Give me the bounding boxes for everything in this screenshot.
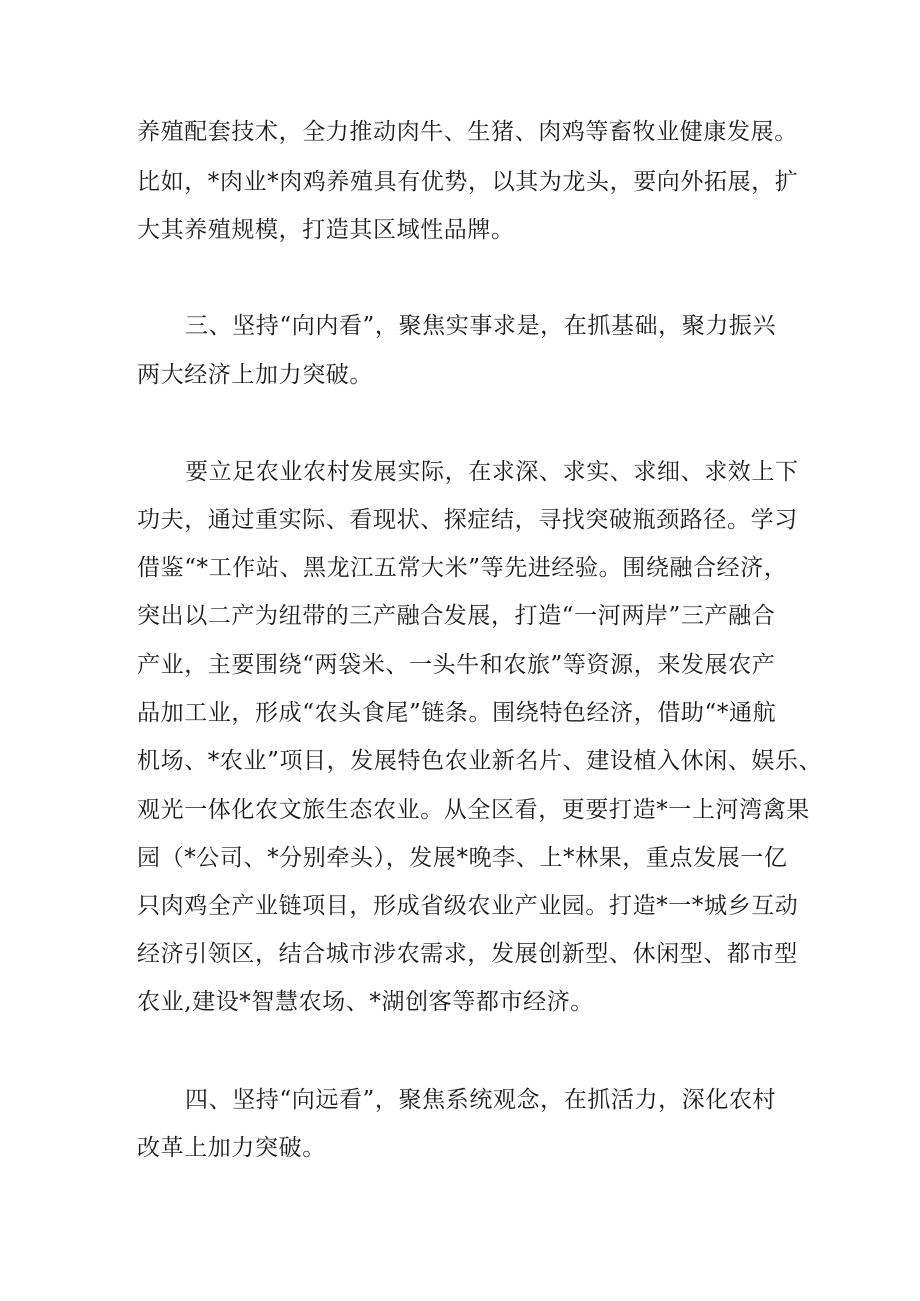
paragraph-2-line-5: 产业，主要围绕“两袋米、一头牛和农旅”等资源，来发展农产 xyxy=(137,652,776,678)
paragraph-2-line-7: 机场、*农业”项目，发展特色农业新名片、建设植入休闲、娱乐、 xyxy=(137,748,823,774)
section-3-heading-line-1: 三、坚持“向内看”，聚焦实事求是，在抓基础，聚力振兴 xyxy=(185,313,777,339)
paragraph-2-line-6: 品加工业，形成“农头食尾”链条。围绕特色经济，借助“*通航 xyxy=(137,700,777,726)
paragraph-2-line-4: 突出以二产为纽带的三产融合发展，打造“一河两岸”三产融合 xyxy=(137,603,776,629)
paragraph-2-line-10: 只肉鸡全产业链项目，形成省级农业产业园。打造*一*城乡互动 xyxy=(137,893,799,919)
section-3-heading-line-2: 两大经济上加力突破。 xyxy=(137,362,373,388)
section-4-heading-line-1: 四、坚持“向远看”，聚焦系统观念，在抓活力，深化农村 xyxy=(185,1087,777,1113)
paragraph-2-line-3: 借鉴“*工作站、黑龙江五常大米”等先进经验。围绕融合经济， xyxy=(137,555,788,581)
paragraph-2-line-9: 园（*公司、*分别牵头），发展*晚李、上*林果，重点发展一亿 xyxy=(137,845,788,871)
paragraph-2-line-2: 功夫，通过重实际、看现状、探症结，寻找突破瓶颈路径。学习 xyxy=(137,507,798,533)
paragraph-1-line-2: 比如，*肉业*肉鸡养殖具有优势，以其为龙头，要向外拓展，扩 xyxy=(137,169,799,195)
paragraph-2-line-1: 要立足农业农村发展实际，在求深、求实、求细、求效上下 xyxy=(185,459,799,485)
paragraph-2-line-11: 经济引领区，结合城市涉农需求，发展创新型、休闲型、都市型 xyxy=(137,941,798,967)
paragraph-2-line-12: 农业,建设*智慧农场、*湖创客等都市经济。 xyxy=(137,989,594,1015)
paragraph-1-line-3: 大其养殖规模，打造其区域性品牌。 xyxy=(137,217,515,243)
paragraph-1-line-1: 养殖配套技术，全力推动肉牛、生猪、肉鸡等畜牧业健康发展。 xyxy=(137,119,798,145)
paragraph-2-line-8: 观光一体化农文旅生态农业。从全区看，更要打造*一上河湾禽果 xyxy=(137,797,810,823)
section-4-heading-line-2: 改革上加力突破。 xyxy=(137,1135,326,1161)
